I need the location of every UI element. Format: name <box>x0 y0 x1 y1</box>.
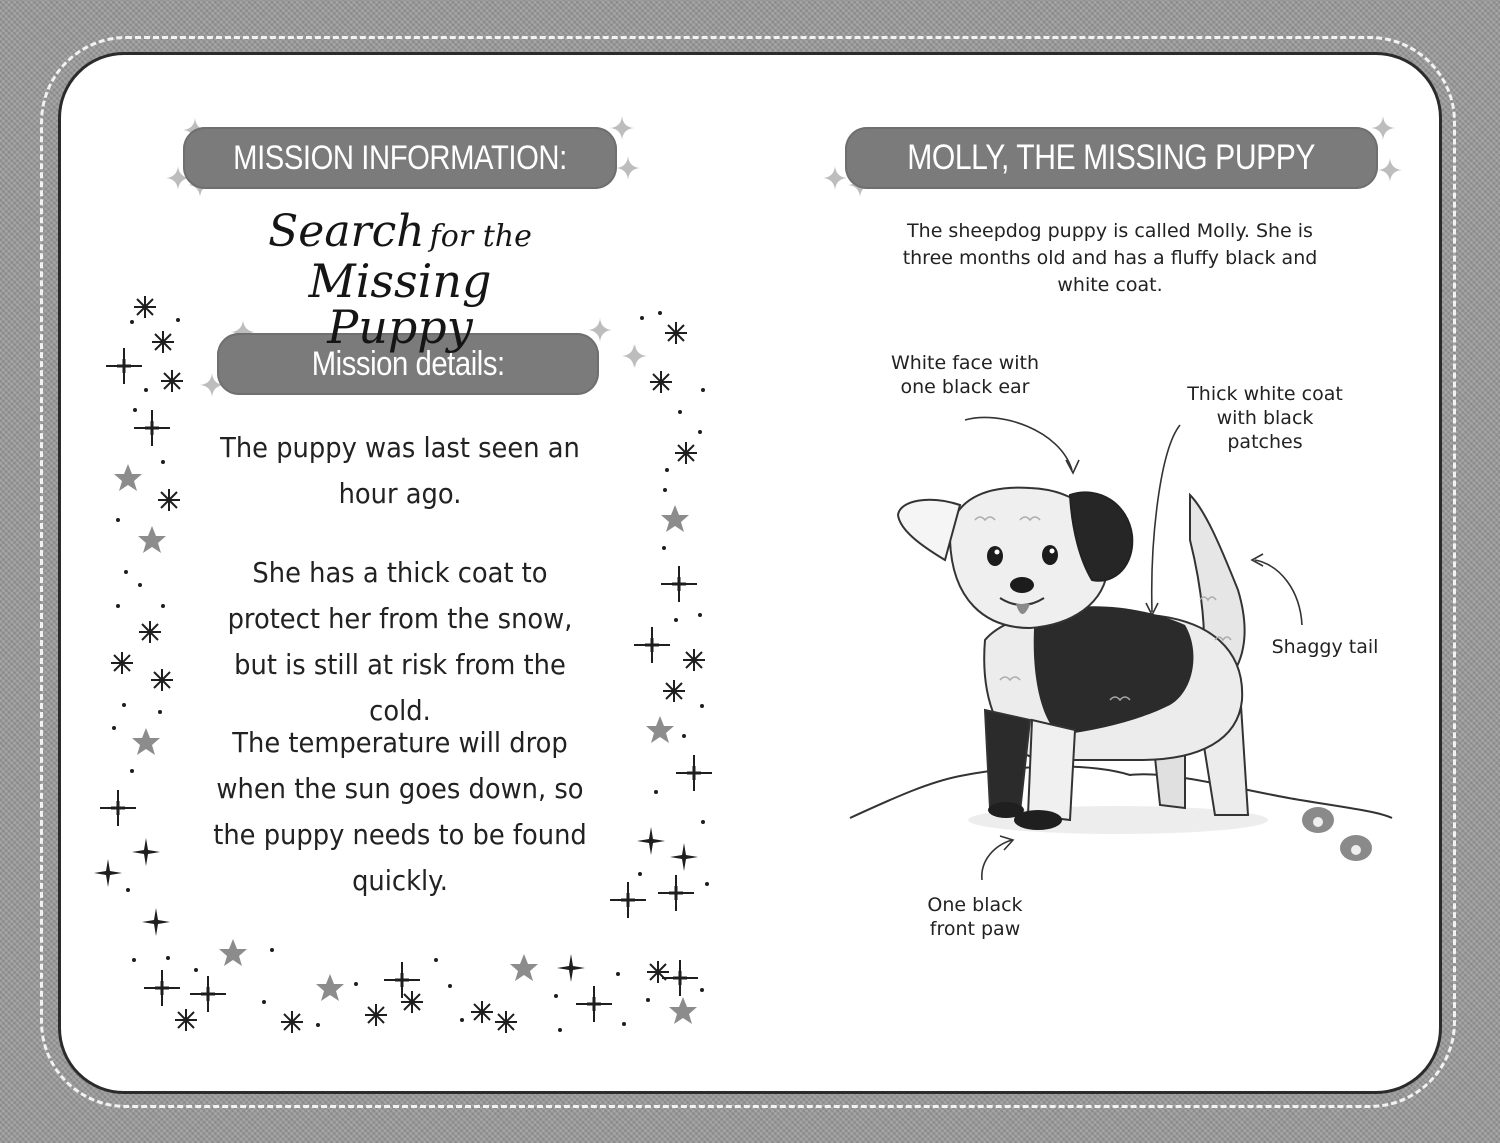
label-shaggy-tail: Shaggy tail <box>1271 636 1379 658</box>
mission-details-header-text: Mission details: <box>311 344 505 383</box>
molly-intro: The sheepdog puppy is called Molly. She is three months old and has a fluffy black and white coat. <box>902 220 1318 296</box>
title-missing-puppy: Missing Puppy <box>308 254 492 354</box>
label-white-face: White face with one black ear <box>890 352 1040 398</box>
mission-paragraph-1-text: The puppy was last seen an hour ago. <box>220 431 580 510</box>
title-search: Search <box>268 206 425 257</box>
label-black-paw: One black front paw <box>927 894 1023 940</box>
mission-information-header-text: MISSION INFORMATION: <box>233 138 567 177</box>
molly-header-text: MOLLY, THE MISSING PUPPY <box>907 138 1316 177</box>
mission-paragraph-3-text: The temperature will drop when the sun goes down, so the puppy needs to be found quickly. <box>213 726 587 897</box>
title-for-the: for the <box>429 219 532 254</box>
label-thick-coat: Thick white coat with black patches <box>1187 383 1343 453</box>
mission-paragraph-2-text: She has a thick coat to protect her from the snow, but is still at risk from the cold. <box>227 556 573 727</box>
